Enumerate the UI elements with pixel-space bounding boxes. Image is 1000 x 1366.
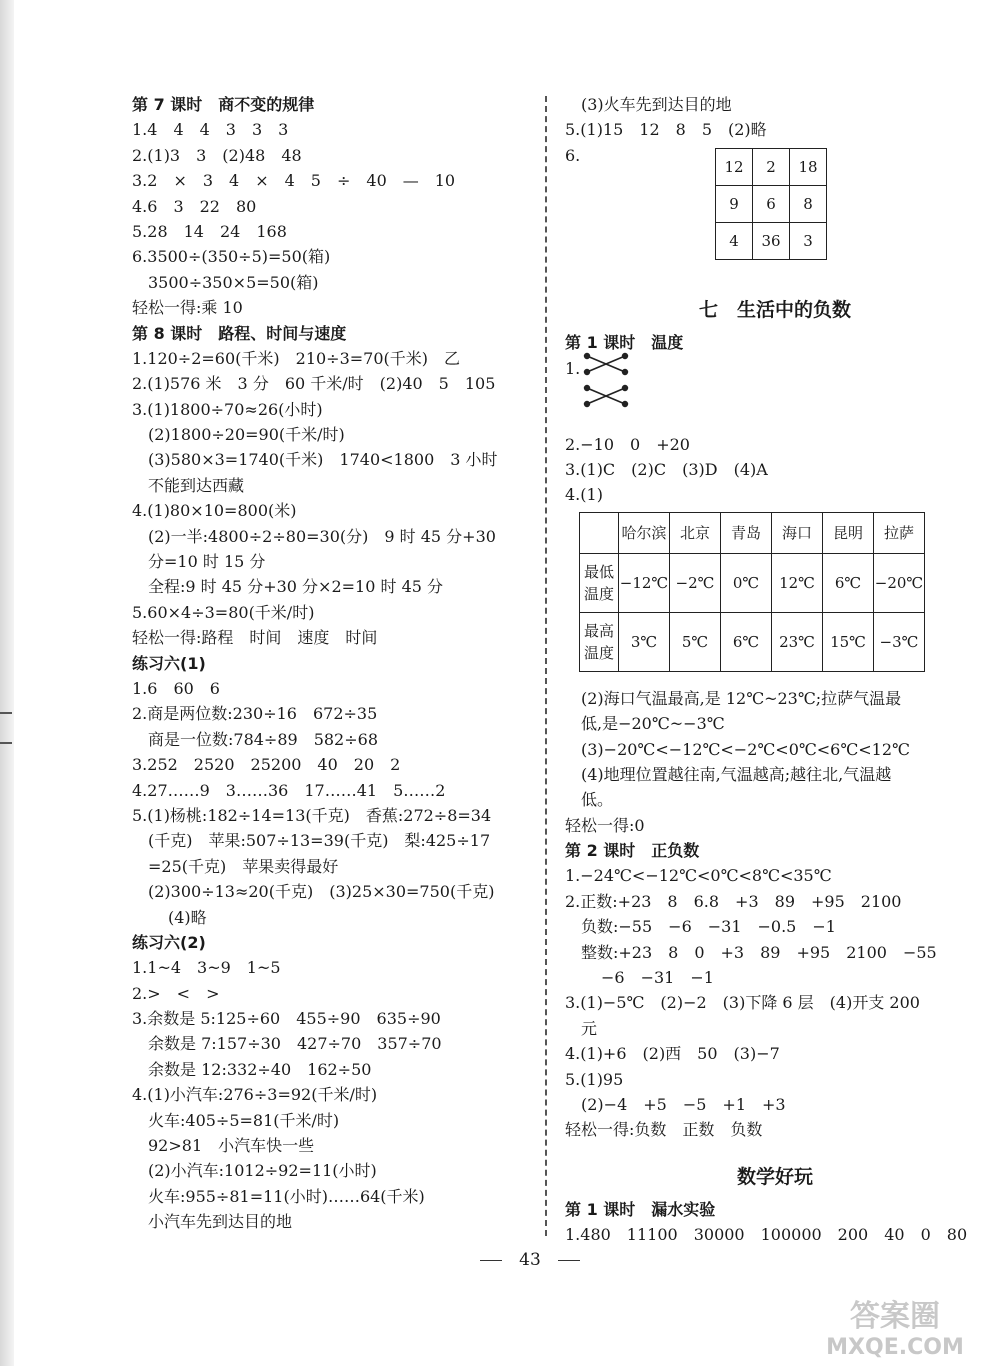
answer-line: 5.(1)杨桃:182÷14=13(千克) 香蕉:272÷8=34 [132,805,492,825]
magic-square-cell: 6 [753,186,790,223]
magic-square-cell: 9 [716,186,753,223]
magic-square-cell: 18 [790,149,827,186]
temperature-cell: 6℃ [823,553,874,612]
match-dot [623,354,628,359]
city-header: 北京 [670,512,721,553]
answer-line: 1.120÷2=60(千米) 210÷3=70(千米) 乙 [132,348,461,368]
magic-square-cell: 12 [716,149,753,186]
match-dot [623,370,628,375]
answer-line: (2)一半:4800÷2÷80=30(分) 9 时 45 分+30 [148,526,496,546]
answer-line: 不能到达西藏 [148,475,245,495]
answer-line: 3.余数是 5:125÷60 455÷90 635÷90 [132,1009,441,1029]
answer-line: 轻松一得:负数 正数 负数 [565,1120,763,1140]
row-label: 最低温度 [580,553,619,612]
answer-line: 4.(1)+6 (2)西 50 (3)−7 [565,1044,780,1064]
answer-line: 负数:−55 −6 −31 −0.5 −1 [581,917,836,937]
temperature-cell: −3℃ [874,612,925,671]
answer-line: 92>81 小汽车快一些 [148,1136,315,1156]
column-divider [545,96,547,1236]
city-header: 拉萨 [874,512,925,553]
row-label: 最高温度 [580,612,619,671]
answer-line: 小汽车先到达目的地 [148,1212,293,1232]
answer-line: 分=10 时 15 分 [148,552,266,572]
page-number [470,1250,590,1270]
answer-line: (2)300÷13≈20(千克) (3)25×30=750(千克) [148,882,495,902]
magic-square [715,148,827,260]
lesson-title: 第 1 课时 温度 [565,333,684,353]
answer-line: 1.4 4 4 3 3 3 [132,120,289,140]
match-dot [585,386,590,391]
answer-line: 3500÷350×5=50(箱) [148,272,319,292]
match-dot [585,354,590,359]
answer-line: 整数:+23 8 0 +3 89 +95 2100 −55 [581,942,937,962]
page-number-dash [558,1260,580,1261]
magic-square-cell: 36 [753,223,790,260]
answer-line: 4.(1)小汽车:276÷3=92(千米/时) [132,1085,378,1105]
match-dot [623,402,628,407]
magic-square-cell: 4 [716,223,753,260]
temperature-cell: 12℃ [772,553,823,612]
answer-line: 2.(1)576 米 3 分 60 千米/时 (2)40 5 105 [132,374,496,394]
answer-line: 余数是 7:157÷30 427÷70 357÷70 [148,1034,442,1054]
answer-line: 全程:9 时 45 分+30 分×2=10 时 45 分 [148,577,444,597]
watermark-logo [800,1290,990,1360]
answer-line: 4.27……9 3……36 17……41 5……2 [132,780,446,800]
section-title: 数学好玩 [736,1165,813,1188]
answer-line: 5.(1)95 [565,1069,624,1089]
answer-line: 5.28 14 24 168 [132,221,287,241]
answer-line: 3.252 2520 25200 40 20 2 [132,755,401,775]
answer-line: 火车:955÷81=11(小时)……64(千米) [148,1186,425,1206]
left-column [132,92,537,1235]
magic-square-cell: 2 [753,149,790,186]
answer-line: (千克) 苹果:507÷13=39(千克) 梨:425÷17 [148,831,491,851]
answer-line: 1.6 60 6 [132,678,220,698]
matching-lines-diagram [583,350,629,410]
section-heading: 第 2 课时 正负数 [565,841,700,861]
answer-line: 3.(1)−5℃ (2)−2 (3)下降 6 层 (4)开支 200 [565,993,920,1013]
temperature-cell: 3℃ [619,612,670,671]
answer-line: 2.商是两位数:230÷16 672÷35 [132,704,378,724]
answer-line: =25(千克) 苹果卖得最好 [148,856,339,876]
answer-line: 轻松一得:乘 10 [132,298,243,318]
answer-line: (2)−4 +5 −5 +1 +3 [581,1094,786,1114]
answer-line: 3.(1)C (2)C (3)D (4)A [565,459,768,479]
answer-line: (2)小汽车:1012÷92=11(小时) [148,1161,377,1181]
right-column [565,92,985,1248]
edge-mark [0,742,12,744]
answer-line: 1.−24℃<−12℃<0℃<8℃<35℃ [565,866,832,886]
section-heading: 第 8 课时 路程、时间与速度 [132,323,347,343]
magic-square-cell: 8 [790,186,827,223]
answer-line: 1.480 11100 30000 100000 200 40 0 80 [565,1225,968,1245]
answer-line: 2.−10 0 +20 [565,434,690,454]
watermark-line1: 答案圈 [850,1299,940,1334]
answer-line: 余数是 12:332÷40 162÷50 [148,1059,372,1079]
answer-line: 3.(1)1800÷70≈26(小时) [132,399,323,419]
answer-line: 4.(1) [565,485,603,505]
answer-line: 低。 [581,790,614,810]
section-heading: 练习六(1) [132,653,206,673]
answer-line: 火车:405÷5=81(千米/时) [148,1110,340,1130]
answer-line: (4)略 [168,907,207,927]
answer-line: 元 [581,1018,598,1038]
answer-line: 轻松一得:0 [565,815,645,835]
answer-line: (3)580×3=1740(千米) 1740<1800 3 小时 [148,450,498,470]
temperature-table-wrap [565,508,985,686]
answer-line: 5.(1)15 12 8 5 (2)略 [565,120,767,140]
answer-line: 轻松一得:路程 时间 速度 时间 [132,628,378,648]
temperature-cell: −20℃ [874,553,925,612]
temperature-table [579,512,925,672]
answer-line: 6.3500÷(350÷5)=50(箱) [132,247,331,267]
edge-mark [0,712,12,714]
magic-square-cell: 3 [790,223,827,260]
answer-line: 低,是−20℃~−3℃ [581,714,725,734]
chapter-title: 七 生活中的负数 [698,299,851,322]
temperature-cell: 0℃ [721,553,772,612]
answer-line: 4.6 3 22 80 [132,196,257,216]
answer-line: 2.正数:+23 8 6.8 +3 89 +95 2100 [565,891,902,911]
temperature-cell: −2℃ [670,553,721,612]
answer-line: (2)海口气温最高,是 12℃~23℃;拉萨气温最 [581,688,902,708]
answer-line: 2.(1)3 3 (2)48 48 [132,145,302,165]
answer-line: 商是一位数:784÷89 582÷68 [148,729,379,749]
answer-line: 4.(1)80×10=800(米) [132,501,297,521]
temperature-cell: 23℃ [772,612,823,671]
temperature-cell: 5℃ [670,612,721,671]
answer-line: 2.> < > [132,983,220,1003]
page-edge [0,0,14,1366]
match-dot [585,370,590,375]
match-dot [585,402,590,407]
section-heading: 练习六(2) [132,932,206,952]
table-corner [580,512,619,553]
answer-line: 5.60×4÷3=80(千米/时) [132,602,315,622]
city-header: 哈尔滨 [619,512,670,553]
match-dot [623,386,628,391]
page-number-dash [480,1260,502,1261]
section-heading: 第 7 课时 商不变的规律 [132,95,315,114]
answer-line: (3)火车先到达目的地 [581,95,732,114]
answer-line: 3.2 × 3 4 × 4 5 ÷ 40 — 10 [132,171,456,191]
watermark-line2: MXQE.COM [826,1335,964,1360]
temperature-cell: −12℃ [619,553,670,612]
answer-line: 6. [565,145,581,165]
question-number: 1. [565,358,581,378]
temperature-cell: 15℃ [823,612,874,671]
section-heading: 第 1 课时 漏水实验 [565,1199,716,1219]
temperature-cell: 6℃ [721,612,772,671]
city-header: 青岛 [721,512,772,553]
page-number-text: 43 [519,1250,541,1270]
answer-line: (2)1800÷20=90(千米/时) [148,425,345,445]
answer-line: (3)−20℃<−12℃<−2℃<0℃<6℃<12℃ [581,739,910,759]
city-header: 海口 [772,512,823,553]
city-header: 昆明 [823,512,874,553]
answer-line: (4)地理位置越往南,气温越高;越往北,气温越 [581,764,892,784]
answer-line: 1.1~4 3~9 1~5 [132,958,281,978]
answer-line: −6 −31 −1 [601,968,714,988]
